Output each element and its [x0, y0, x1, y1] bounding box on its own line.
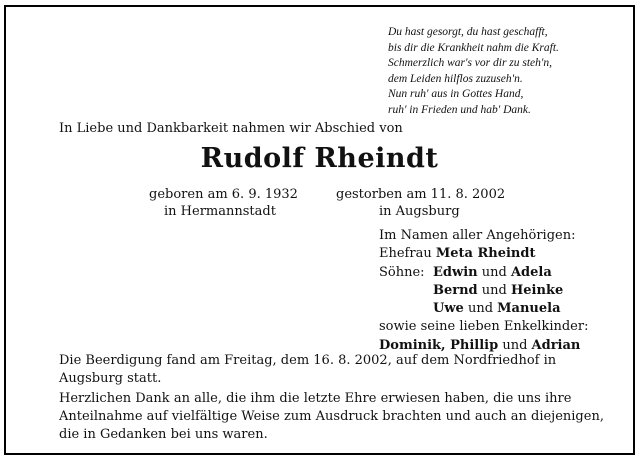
funeral-text: Die Beerdigung fand am Freitag, dem 16. 8. 2002, auf dem Nordfriedhof in Augsburg statt.	[59, 353, 557, 386]
poem-line: Nun ruh' aus in Gottes Hand,	[388, 88, 524, 100]
poem-line: Du hast gesorgt, du hast geschafft,	[388, 26, 548, 38]
sons-line-2: Bernd und Heinke	[433, 282, 564, 298]
sons-line-1: Söhne:Edwin und Adela	[379, 264, 552, 280]
family-heading: Im Namen aller Angehörigen:	[379, 228, 576, 243]
grandchildren-names: Dominik, Phillip und Adrian	[379, 337, 581, 353]
family-block	[379, 227, 588, 355]
wife-line: Ehefrau Meta Rheindt	[379, 246, 536, 262]
poem-line: bis dir die Krankheit nahm die Kraft.	[388, 41, 559, 54]
death-date: gestorben am 11. 8. 2002	[336, 187, 506, 202]
grandchildren-heading: sowie seine lieben Enkelkinder:	[379, 319, 589, 335]
wife-name: Meta Rheindt	[435, 246, 536, 262]
poem-line: dem Leiden hilflos zuzuseh'n.	[388, 72, 523, 85]
intro-text: In Liebe und Dankbarkeit nahmen wir Abschied von	[59, 121, 403, 136]
thanks-text: Herzlichen Dank an alle, die ihm die letzte Ehre erwiesen haben, die uns ihre Anteilnahme auf vielfältige Weise zum Ausdruck brachten und auch an diejenigen, die in Gedanken bei uns waren.	[59, 391, 604, 442]
poem-line: Schmerzlich war's vor dir zu steh'n,	[388, 57, 552, 69]
death-place: in Augsburg	[379, 204, 460, 219]
obituary-notice	[4, 5, 635, 455]
poem-line: ruh' in Frieden und hab' Dank.	[388, 103, 531, 116]
sons-line-3: Uwe und Manuela	[433, 301, 561, 317]
deceased-name: Rudolf Rheindt	[200, 143, 439, 174]
birth-place: in Hermannstadt	[164, 204, 276, 219]
memorial-poem	[388, 25, 559, 118]
birth-date: geboren am 6. 9. 1932	[149, 187, 298, 202]
